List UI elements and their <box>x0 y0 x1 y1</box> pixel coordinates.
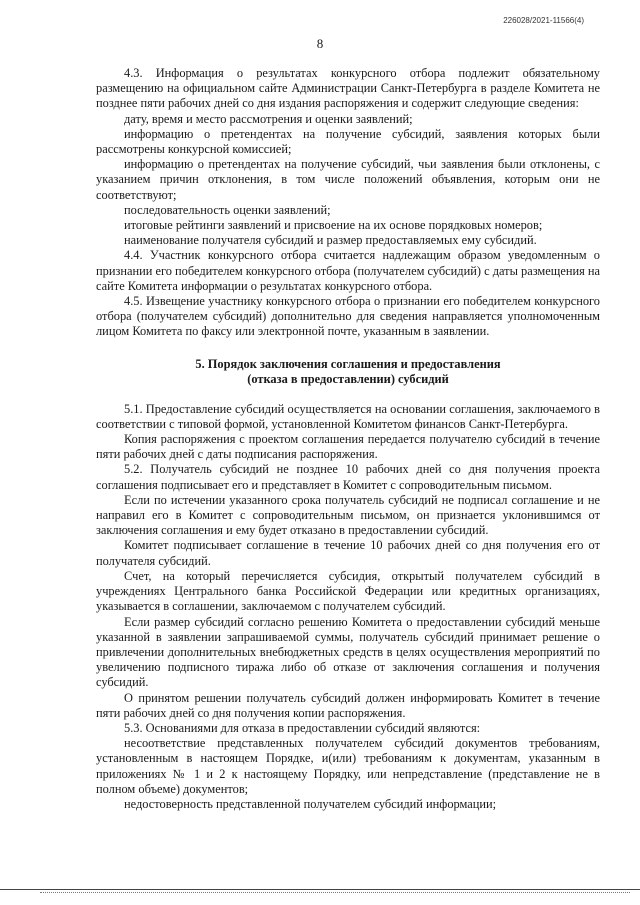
section-title-line-1: 5. Порядок заключения соглашения и предоставления <box>195 356 501 371</box>
footer-rule-dotted <box>40 892 630 893</box>
list-item: дату, время и место рассмотрения и оценки заявлений; <box>124 111 413 126</box>
list-item: итоговые рейтинги заявлений и присвоение на их основе порядковых номеров; <box>124 218 543 233</box>
paragraph-4-3: 4.3. Информация о результатах конкурсного отбора подлежит обязательному размещению на официальном сайте Администрации Санкт-Петербурга в разделе Комитета не позднее пяти рабочих дней со дня издания распоряжения и содержит следующие сведения: <box>96 66 600 111</box>
paragraph: Счет, на который перечисляется субсидия, открытый получателем субсидий в учреждениях Центрального банка Российской Федерации или кредитных организациях, указывается в соглашении, заключаемом с получателем субсидий. <box>96 568 600 614</box>
list-item: информацию о претендентах на получение субсидий, заявления которых были рассмотрены конкурсной комиссией; <box>96 126 600 157</box>
paragraph: Копия распоряжения с проектом соглашения передается получателю субсидий в течение пяти рабочих дней с даты подписания распоряжения. <box>96 432 600 462</box>
paragraph: Если по истечении указанного срока получатель субсидий не подписал соглашение и не направил его в Комитет с сопроводительным письмом, он признается уклонившимся от заключения соглашения и ему будет отказано в предоставлении субсидий. <box>96 492 600 538</box>
list-item: информацию о претендентах на получение субсидий, чьи заявления были отклонены, с указанием причин отклонения, в том числе положений объявления, которым они не соответствуют; <box>96 157 600 202</box>
list-item: наименование получателя субсидий и размер предоставляемых ему субсидий. <box>124 233 537 248</box>
paragraph-5-1: 5.1. Предоставление субсидий осуществляется на основании соглашения, заключаемого в соответствии с типовой формой, установленной Комитетом финансов Санкт-Петербурга. <box>96 401 600 431</box>
section-title <box>96 357 600 388</box>
paragraph: Комитет подписывает соглашение в течение 10 рабочих дней со дня получения его от получателя субсидий. <box>96 538 600 568</box>
page-number: 8 <box>316 36 324 51</box>
paragraph: Если размер субсидий согласно решению Комитета о предоставлении субсидий меньше указанной в заявлении запрашиваемой суммы, получатель субсидий принимает решение о привлечении дополнительных внебюджетных средств в целях осуществления мероприятий по увеличению подписного тиража либо об отказе от заключения соглашения и получения субсидий. <box>96 614 600 690</box>
document-body <box>96 66 600 812</box>
paragraph-5-2: 5.2. Получатель субсидий не позднее 10 рабочих дней со дня получения проекта соглашения подписывает его и представляет в Комитет с сопроводительным письмом. <box>96 462 600 492</box>
list-item: недостоверность представленной получателем субсидий информации; <box>124 796 497 811</box>
section-title-line-2: (отказа в предоставлении) субсидий <box>247 372 449 387</box>
paragraph-5-3: 5.3. Основаниями для отказа в предоставлении субсидий являются: <box>124 720 481 735</box>
list-item: последовательность оценки заявлений; <box>124 202 331 217</box>
paragraph: О принятом решении получатель субсидий должен информировать Комитет в течение пяти рабочих дней со дня получения копии распоряжения. <box>96 690 600 720</box>
document-id: 226028/2021-11566(4) <box>503 16 584 25</box>
paragraph-4-5: 4.5. Извещение участнику конкурсного отбора о признании его победителем конкурсного отбора (получателем субсидий) дополнительно для сведения направляется уполномоченным лицом Комитета по факсу или электронной почте, указанным в заявлении. <box>96 294 600 339</box>
paragraph-4-4: 4.4. Участник конкурсного отбора считается надлежащим образом уведомленным о признании его победителем конкурсного отбора (получателем субсидий) с даты размещения на сайте Комитета информации о результатах конкурсного отбора. <box>96 248 601 293</box>
footer-rule <box>0 889 640 890</box>
list-item: несоответствие представленных получателем субсидий документов требованиям, установленным в настоящем Порядке, и(или) требованиям к документам, указанным в приложениях № 1 и 2 к настоящему Порядку, или непредставление (представление не в полном объеме) документов; <box>96 736 600 796</box>
